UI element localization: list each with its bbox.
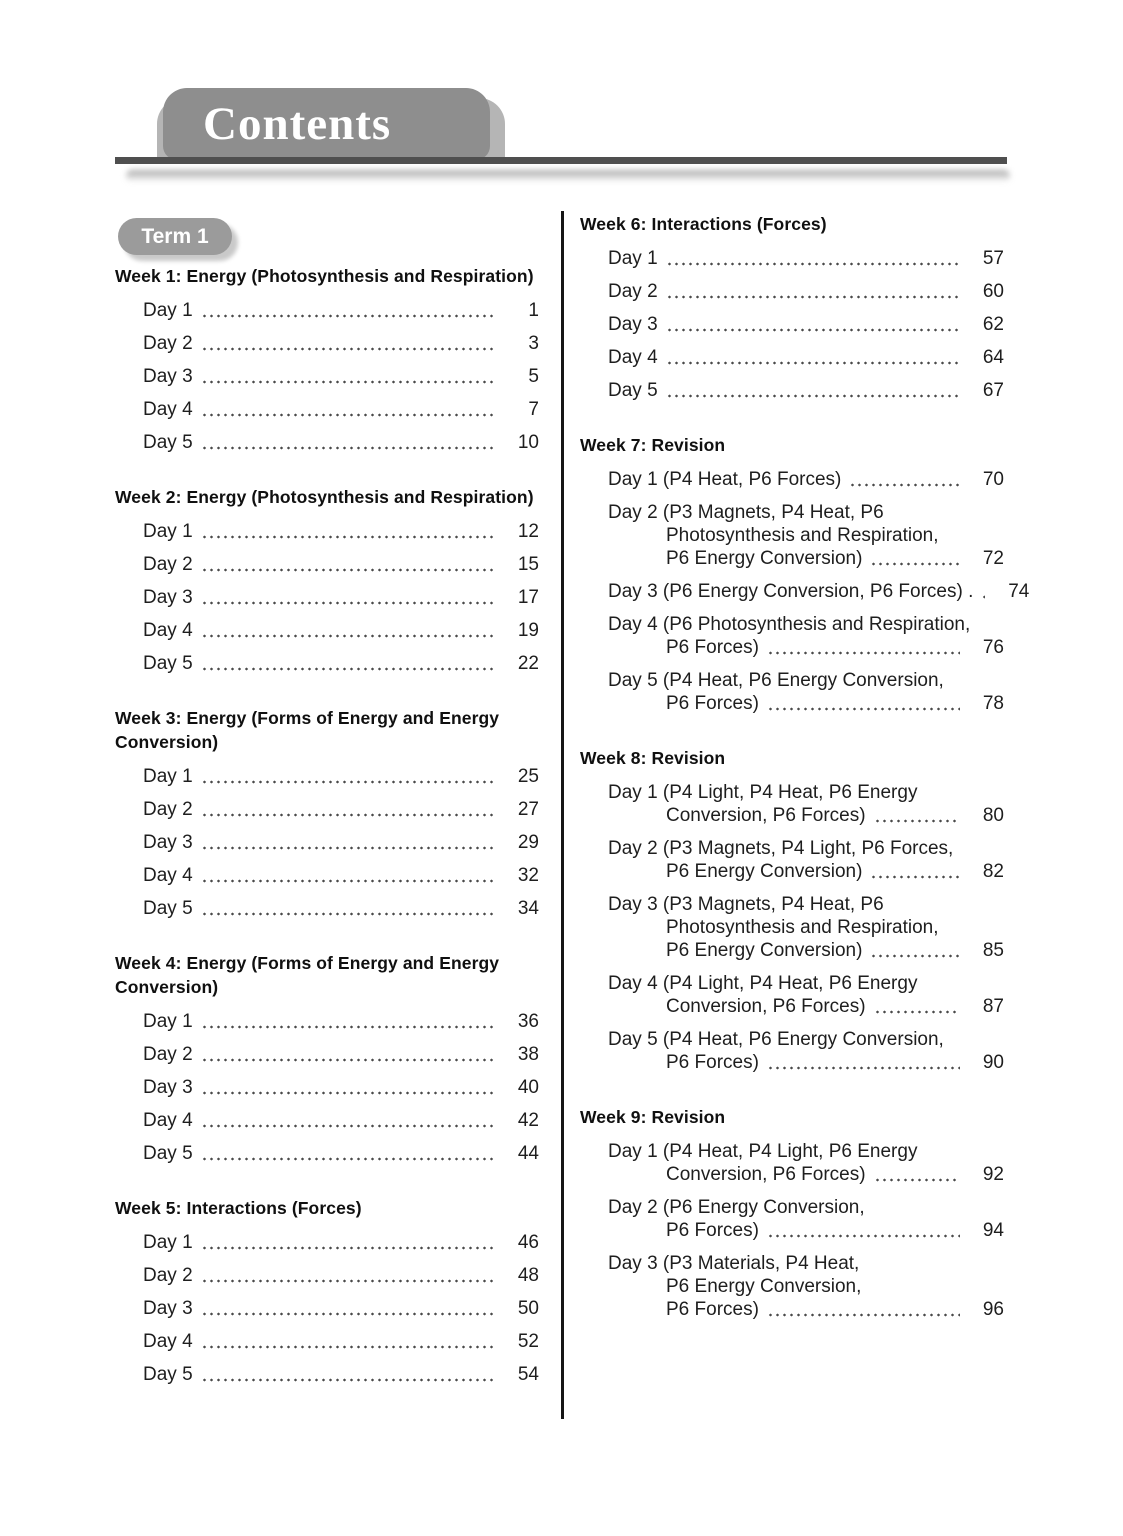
- entry-last-line: [666, 804, 1004, 827]
- entry-label: Day 4: [143, 620, 193, 641]
- entry-last-line: [608, 313, 1004, 336]
- entry-label: Day 4: [143, 1331, 193, 1352]
- dot-leader: [870, 562, 960, 566]
- entry-last-line: [143, 1043, 539, 1066]
- entry-label: P6 Energy Conversion): [666, 548, 863, 569]
- dot-leader: [201, 912, 495, 916]
- dot-leader: [201, 1157, 495, 1161]
- entry-label: Day 3: [143, 1077, 193, 1098]
- week-heading: Week 2: Energy (Photosynthesis and Respiration): [115, 487, 534, 507]
- page-number: 27: [517, 799, 539, 820]
- dot-leader: [201, 446, 495, 450]
- toc-entry: [115, 1330, 539, 1353]
- page-number: 5: [528, 366, 539, 387]
- toc-entry: [580, 346, 1004, 369]
- entry-label: Conversion, P6 Forces): [666, 996, 866, 1017]
- entry-label: Day 1: [143, 1011, 193, 1032]
- dot-leader: [201, 380, 495, 384]
- page-number: 1: [528, 300, 539, 321]
- entry-label: Day 1: [143, 521, 193, 542]
- entry-last-line: [143, 431, 539, 454]
- toc-section: [115, 264, 539, 454]
- dot-leader: [201, 667, 495, 671]
- dot-leader: [666, 394, 960, 398]
- toc-entry: [115, 553, 539, 576]
- dot-leader: [201, 413, 495, 417]
- toc-entry: [580, 247, 1004, 270]
- week-heading: Week 7: Revision: [580, 435, 726, 455]
- page-number: 50: [517, 1298, 539, 1319]
- entry-last-line: [143, 586, 539, 609]
- toc-entry: [115, 1142, 539, 1165]
- entry-last-line: [143, 619, 539, 642]
- toc-entry: [580, 313, 1004, 336]
- entry-line: Day 3 (P3 Materials, P4 Heat,: [608, 1253, 860, 1274]
- entry-label: Day 5: [143, 653, 193, 674]
- week-heading: Week 5: Interactions (Forces): [115, 1198, 362, 1218]
- dot-leader: [201, 1279, 495, 1283]
- dot-leader: [201, 601, 495, 605]
- entry-line: Photosynthesis and Respiration,: [666, 525, 939, 546]
- toc-entry: [115, 1264, 539, 1287]
- entry-label: Day 5: [143, 1364, 193, 1385]
- toc-entry: [580, 280, 1004, 303]
- toc-column-left: [115, 264, 539, 1417]
- page-number: 67: [982, 380, 1004, 401]
- entry-label: Day 5: [143, 1143, 193, 1164]
- entry-last-line: [143, 520, 539, 543]
- toc-entry: [580, 468, 1004, 491]
- entry-last-line: [666, 1163, 1004, 1186]
- page-number: 85: [982, 940, 1004, 961]
- entry-last-line: [143, 1010, 539, 1033]
- week-heading: Week 9: Revision: [580, 1107, 726, 1127]
- entry-last-line: [143, 398, 539, 421]
- entry-last-line: [666, 1298, 1004, 1321]
- toc-entry: [580, 837, 1004, 883]
- entry-label: P6 Forces): [666, 1052, 759, 1073]
- dot-leader: [201, 314, 495, 318]
- entry-label: Day 3: [143, 366, 193, 387]
- entry-label: Day 1: [143, 300, 193, 321]
- page-number: 36: [517, 1011, 539, 1032]
- entry-last-line: [143, 1142, 539, 1165]
- toc-entry: [115, 864, 539, 887]
- page-number: 29: [517, 832, 539, 853]
- page-number: 48: [517, 1265, 539, 1286]
- entry-label: Day 4: [143, 865, 193, 886]
- entry-last-line: [666, 939, 1004, 962]
- dot-leader: [201, 1378, 495, 1382]
- entry-label: Day 5: [143, 432, 193, 453]
- entry-last-line: [143, 798, 539, 821]
- toc-entry: [115, 365, 539, 388]
- dot-leader: [201, 1058, 495, 1062]
- entry-line: Day 2 (P6 Energy Conversion,: [608, 1197, 865, 1218]
- entry-last-line: [666, 995, 1004, 1018]
- entry-line: Day 4 (P4 Light, P4 Heat, P6 Energy: [608, 973, 918, 994]
- entry-last-line: [608, 346, 1004, 369]
- column-divider: [561, 211, 564, 1419]
- page-number: 25: [517, 766, 539, 787]
- entry-label: Day 3: [608, 314, 658, 335]
- page-number: 57: [982, 248, 1004, 269]
- rule-shadow: [126, 170, 1010, 182]
- toc-entry: [115, 1297, 539, 1320]
- dot-leader: [767, 1066, 960, 1070]
- page-number: 12: [517, 521, 539, 542]
- page-number: 10: [517, 432, 539, 453]
- entry-label: Day 2: [143, 1044, 193, 1065]
- entry-last-line: [143, 1330, 539, 1353]
- page-number: 54: [517, 1364, 539, 1385]
- toc-entry: [115, 1109, 539, 1132]
- dot-leader: [201, 846, 495, 850]
- entry-line: Day 1 (P4 Light, P4 Heat, P6 Energy: [608, 782, 918, 803]
- entry-last-line: [143, 765, 539, 788]
- dot-leader: [666, 328, 960, 332]
- page-number: 7: [528, 399, 539, 420]
- page-number: 96: [982, 1299, 1004, 1320]
- page-number: 46: [517, 1232, 539, 1253]
- entry-label: Day 1 (P4 Heat, P6 Forces): [608, 469, 842, 490]
- page-number: 19: [517, 620, 539, 641]
- entry-label: Day 4: [608, 347, 658, 368]
- toc-entry: [115, 897, 539, 920]
- page-number: 17: [517, 587, 539, 608]
- toc-entry: [115, 1010, 539, 1033]
- toc-entry: [580, 379, 1004, 402]
- entry-last-line: [608, 468, 1004, 491]
- toc-section: [580, 1105, 1004, 1321]
- toc-entry: [580, 1140, 1004, 1186]
- entry-label: Day 1: [143, 766, 193, 787]
- page-number: 52: [517, 1331, 539, 1352]
- dot-leader: [874, 1010, 960, 1014]
- entry-last-line: [143, 1231, 539, 1254]
- dot-leader: [870, 875, 960, 879]
- entry-label: Day 5: [143, 898, 193, 919]
- toc-entry: [115, 798, 539, 821]
- page-number: 32: [517, 865, 539, 886]
- entry-label: Day 2: [143, 333, 193, 354]
- toc-entry: [115, 831, 539, 854]
- toc-entry: [115, 299, 539, 322]
- entry-last-line: [666, 1051, 1004, 1074]
- entry-last-line: [143, 864, 539, 887]
- entry-label: Conversion, P6 Forces): [666, 1164, 866, 1185]
- entry-last-line: [143, 1297, 539, 1320]
- page-number: 60: [982, 281, 1004, 302]
- page-number: 74: [1008, 581, 1030, 602]
- toc-section: [115, 1196, 539, 1386]
- dot-leader: [201, 879, 495, 883]
- toc-entry: [115, 431, 539, 454]
- toc-entry: [115, 332, 539, 355]
- entry-label: P6 Forces): [666, 693, 759, 714]
- entry-line: Photosynthesis and Respiration,: [666, 917, 939, 938]
- page-number: 34: [517, 898, 539, 919]
- toc-section: [115, 485, 539, 675]
- dot-leader: [201, 535, 495, 539]
- toc-entry: [580, 781, 1004, 827]
- entry-last-line: [143, 1076, 539, 1099]
- entry-last-line: [666, 636, 1004, 659]
- entry-last-line: [143, 897, 539, 920]
- toc-entry: [115, 652, 539, 675]
- page-number: 78: [982, 693, 1004, 714]
- page-number: 82: [982, 861, 1004, 882]
- dot-leader: [767, 1234, 960, 1238]
- entry-line: Day 2 (P3 Magnets, P4 Heat, P6: [608, 502, 884, 523]
- dot-leader: [981, 595, 985, 599]
- toc-entry: [115, 520, 539, 543]
- title-tab: [163, 88, 490, 160]
- entry-line: P6 Energy Conversion,: [666, 1276, 862, 1297]
- dot-leader: [767, 651, 960, 655]
- page-number: 44: [517, 1143, 539, 1164]
- entry-label: Day 2: [143, 1265, 193, 1286]
- entry-last-line: [143, 652, 539, 675]
- entry-line: Day 4 (P6 Photosynthesis and Respiration,: [608, 614, 971, 635]
- toc-section: [580, 433, 1030, 715]
- page-number: 62: [982, 314, 1004, 335]
- toc-entry: [115, 1043, 539, 1066]
- week-heading: Week 6: Interactions (Forces): [580, 214, 827, 234]
- toc-entry: [580, 893, 1004, 962]
- toc-entry: [580, 1196, 1004, 1242]
- entry-label: P6 Forces): [666, 1220, 759, 1241]
- entry-last-line: [666, 692, 1004, 715]
- dot-leader: [201, 634, 495, 638]
- entry-label: Day 3: [143, 1298, 193, 1319]
- entry-last-line: [666, 547, 1004, 570]
- entry-last-line: [143, 1363, 539, 1386]
- toc-entry: [115, 1076, 539, 1099]
- entry-label: Day 2: [608, 281, 658, 302]
- toc-entry: [115, 619, 539, 642]
- dot-leader: [767, 707, 960, 711]
- entry-label: Day 1: [143, 1232, 193, 1253]
- entry-label: Day 2: [143, 554, 193, 575]
- header-rule: [115, 157, 1007, 164]
- dot-leader: [201, 1246, 495, 1250]
- entry-line: Day 1 (P4 Heat, P4 Light, P6 Energy: [608, 1141, 918, 1162]
- page-number: 92: [982, 1164, 1004, 1185]
- dot-leader: [201, 347, 495, 351]
- page-number: 70: [982, 469, 1004, 490]
- dot-leader: [201, 1025, 495, 1029]
- dot-leader: [849, 483, 960, 487]
- entry-label: Day 3: [143, 832, 193, 853]
- page-number: 87: [982, 996, 1004, 1017]
- page-number: 72: [982, 548, 1004, 569]
- page-number: 90: [982, 1052, 1004, 1073]
- page-number: 3: [528, 333, 539, 354]
- entry-line: Day 5 (P4 Heat, P6 Energy Conversion,: [608, 670, 944, 691]
- entry-line: Day 3 (P3 Magnets, P4 Heat, P6: [608, 894, 884, 915]
- entry-label: P6 Forces): [666, 637, 759, 658]
- entry-last-line: [143, 332, 539, 355]
- toc-column-right: [580, 212, 1030, 1352]
- entry-label: Conversion, P6 Forces): [666, 805, 866, 826]
- toc-entry: [580, 669, 1004, 715]
- toc-entry: [580, 501, 1004, 570]
- toc-section: [580, 212, 1004, 402]
- entry-last-line: [608, 247, 1004, 270]
- toc-section: [115, 706, 539, 920]
- entry-line: Day 5 (P4 Heat, P6 Energy Conversion,: [608, 1029, 944, 1050]
- page-number: 94: [982, 1220, 1004, 1241]
- toc-entry: [115, 1363, 539, 1386]
- entry-last-line: [666, 860, 1004, 883]
- entry-label: Day 2: [143, 799, 193, 820]
- entry-label: Day 3: [143, 587, 193, 608]
- dot-leader: [201, 813, 495, 817]
- dot-leader: [201, 1312, 495, 1316]
- entry-last-line: [608, 280, 1004, 303]
- page-number: 64: [982, 347, 1004, 368]
- toc-entry: [115, 398, 539, 421]
- dot-leader: [666, 361, 960, 365]
- dot-leader: [870, 954, 960, 958]
- entry-last-line: [143, 553, 539, 576]
- toc-entry: [115, 586, 539, 609]
- term-badge-label: Term 1: [141, 224, 209, 248]
- page-number: 40: [517, 1077, 539, 1098]
- entry-last-line: [143, 365, 539, 388]
- dot-leader: [874, 819, 960, 823]
- page-number: 22: [517, 653, 539, 674]
- week-heading: Week 4: Energy (Forms of Energy and Energy Conversion): [115, 953, 500, 997]
- entry-label: P6 Forces): [666, 1299, 759, 1320]
- entry-label: Day 5: [608, 380, 658, 401]
- entry-last-line: [143, 1109, 539, 1132]
- dot-leader: [201, 1091, 495, 1095]
- entry-line: Day 2 (P3 Magnets, P4 Light, P6 Forces,: [608, 838, 954, 859]
- entry-last-line: [666, 1219, 1004, 1242]
- page-title: Contents: [203, 98, 392, 150]
- dot-leader: [666, 295, 960, 299]
- entry-last-line: [143, 299, 539, 322]
- entry-last-line: [143, 831, 539, 854]
- toc-entry: [115, 765, 539, 788]
- toc-entry: [580, 580, 1030, 603]
- toc-section: [580, 746, 1004, 1074]
- week-heading: Week 3: Energy (Forms of Energy and Energy Conversion): [115, 708, 500, 752]
- entry-label: Day 4: [143, 1110, 193, 1131]
- dot-leader: [201, 780, 495, 784]
- dot-leader: [201, 1124, 495, 1128]
- week-heading: Week 8: Revision: [580, 748, 726, 768]
- toc-entry: [580, 1252, 1004, 1321]
- dot-leader: [666, 262, 960, 266]
- entry-label: Day 3 (P6 Energy Conversion, P6 Forces) .: [608, 581, 974, 602]
- toc-section: [115, 951, 539, 1165]
- toc-entry: [580, 613, 1004, 659]
- dot-leader: [201, 1345, 495, 1349]
- term-badge: [118, 218, 232, 255]
- entry-last-line: [608, 580, 1030, 603]
- week-heading: Week 1: Energy (Photosynthesis and Respiration): [115, 266, 534, 286]
- page-number: 42: [517, 1110, 539, 1131]
- entry-label: P6 Energy Conversion): [666, 861, 863, 882]
- page-number: 15: [517, 554, 539, 575]
- page-number: 80: [982, 805, 1004, 826]
- toc-entry: [580, 1028, 1004, 1074]
- entry-label: Day 4: [143, 399, 193, 420]
- entry-last-line: [143, 1264, 539, 1287]
- entry-last-line: [608, 379, 1004, 402]
- toc-entry: [580, 972, 1004, 1018]
- dot-leader: [874, 1178, 960, 1182]
- dot-leader: [201, 568, 495, 572]
- entry-label: Day 1: [608, 248, 658, 269]
- dot-leader: [767, 1313, 960, 1317]
- entry-label: P6 Energy Conversion): [666, 940, 863, 961]
- toc-entry: [115, 1231, 539, 1254]
- page-number: 76: [982, 637, 1004, 658]
- page-number: 38: [517, 1044, 539, 1065]
